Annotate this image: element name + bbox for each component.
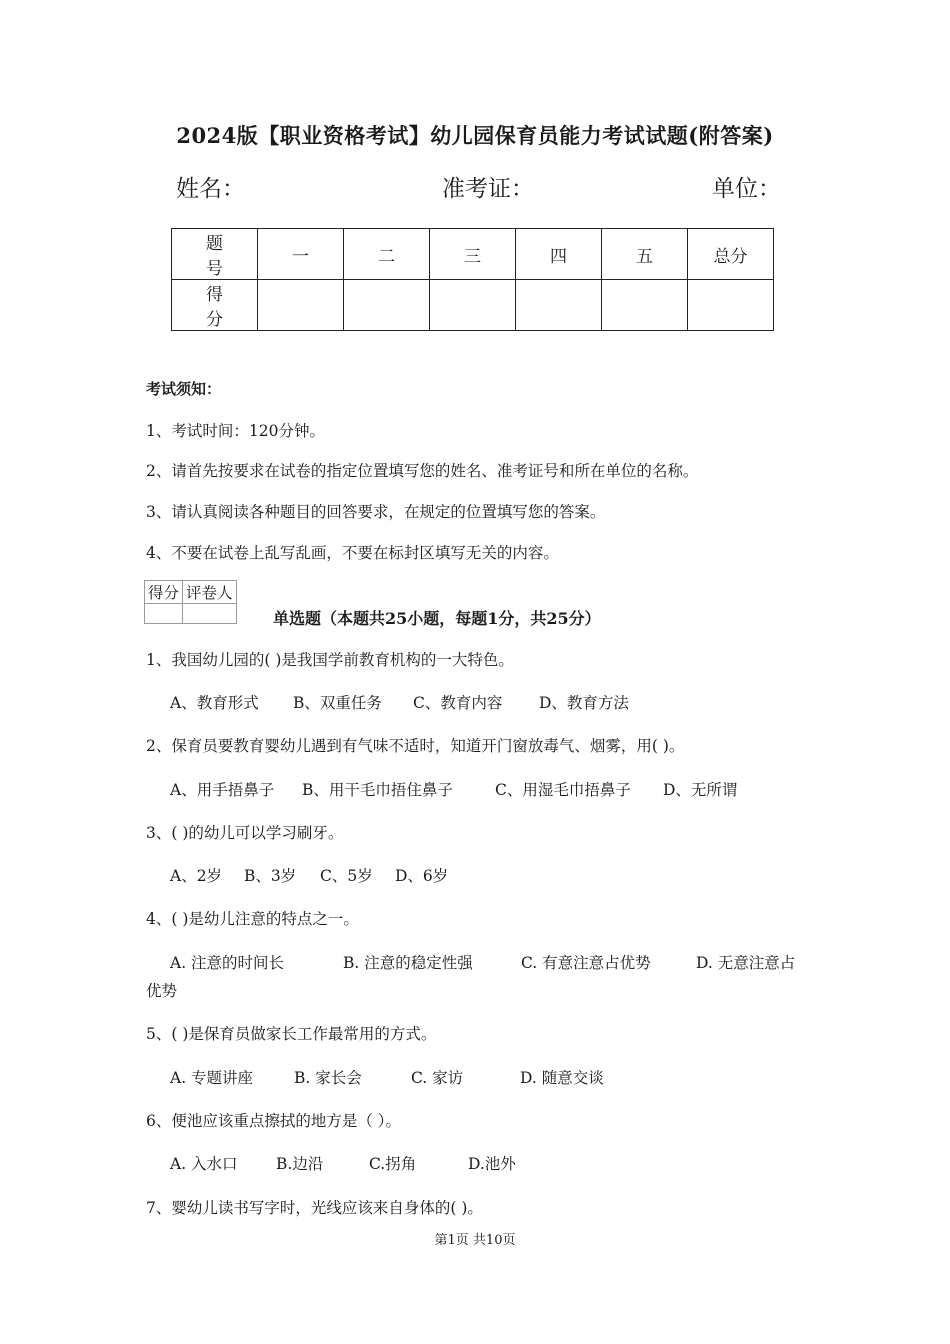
question-text: 5、( )是保育员做家长工作最常用的方式。 (146, 1025, 437, 1043)
score-header-cell: 总分 (688, 229, 774, 280)
option[interactable]: A、教育形式 (170, 694, 259, 712)
score-value-cell[interactable] (516, 280, 602, 331)
option[interactable]: B、双重任务 (293, 694, 382, 712)
question-text: 1、我国幼儿园的( )是我国学前教育机构的一大特色。 (146, 651, 514, 669)
grader-reviewer-cell[interactable] (183, 604, 237, 624)
option[interactable]: D、教育方法 (539, 694, 629, 712)
score-header-cell: 二 (344, 229, 430, 280)
question-text: 2、保育员要教育婴幼儿遇到有气味不适时，知道开门窗放毒气、烟雾，用( )。 (146, 737, 685, 755)
option[interactable]: C、教育内容 (413, 694, 503, 712)
option-row (170, 1152, 516, 1174)
score-value-cell[interactable] (344, 280, 430, 331)
score-header-cell: 五 (602, 229, 688, 280)
page-title: 2024版【职业资格考试】幼儿园保育员能力考试试题(附答案) (176, 123, 774, 148)
grader-box (144, 580, 237, 624)
score-table-value-row (172, 280, 774, 331)
score-value-cell[interactable] (688, 280, 774, 331)
option[interactable]: D. 随意交谈 (520, 1069, 604, 1087)
question-text: 3、( )的幼儿可以学习刷牙。 (146, 824, 344, 842)
option[interactable]: D. 无意注意占 (696, 954, 796, 972)
option[interactable]: A、2岁 (170, 867, 223, 885)
grader-score-cell[interactable] (145, 604, 183, 624)
option[interactable]: D.池外 (468, 1155, 516, 1173)
notice-item: 4、不要在试卷上乱写乱画，不要在标封区填写无关的内容。 (146, 544, 559, 562)
score-value-cell[interactable] (430, 280, 516, 331)
grader-score-label: 得分 (145, 581, 183, 604)
option[interactable]: A. 注意的时间长 (170, 954, 285, 972)
score-header-cell: 题 号 (172, 229, 258, 280)
score-table-header-row (172, 229, 774, 280)
option-row (170, 951, 795, 973)
option[interactable]: C. 有意注意占优势 (521, 954, 651, 972)
ticket-label: 准考证： (442, 176, 534, 202)
option[interactable]: B、用干毛巾捂住鼻子 (302, 781, 453, 799)
option[interactable]: C.拐角 (369, 1155, 417, 1173)
notice-item: 1、考试时间：120分钟。 (146, 422, 325, 440)
score-header-cell: 四 (516, 229, 602, 280)
option-row (170, 778, 737, 800)
option[interactable]: A. 入水口 (170, 1155, 238, 1173)
score-value-cell[interactable] (602, 280, 688, 331)
option-row (170, 864, 448, 886)
score-value-cell[interactable] (258, 280, 344, 331)
name-label: 姓名： (176, 176, 245, 202)
page-footer: 第1页 共10页 (434, 1233, 516, 1248)
option-row (170, 1066, 604, 1088)
option[interactable]: C、5岁 (320, 867, 373, 885)
notice-item: 2、请首先按要求在试卷的指定位置填写您的姓名、准考证号和所在单位的名称。 (146, 462, 699, 480)
option[interactable]: C、用湿毛巾捂鼻子 (495, 781, 631, 799)
unit-label: 单位： (712, 176, 781, 202)
score-header-cell: 三 (430, 229, 516, 280)
score-table (171, 228, 774, 331)
score-header-cell: 一 (258, 229, 344, 280)
option[interactable]: D、6岁 (395, 867, 449, 885)
notice-title: 考试须知： (146, 380, 222, 398)
question-text: 6、便池应该重点擦拭的地方是（ ）。 (146, 1112, 402, 1130)
section-title: 单选题（本题共25小题，每题1分，共25分） (273, 609, 601, 628)
option[interactable]: A、用手捂鼻子 (170, 781, 275, 799)
option[interactable]: B.边沿 (276, 1155, 324, 1173)
option[interactable]: B. 注意的稳定性强 (343, 954, 473, 972)
option-row (170, 691, 629, 713)
grader-reviewer-label: 评卷人 (183, 581, 237, 604)
option-wrap-text: 优势 (146, 982, 178, 1000)
option[interactable]: D、无所谓 (663, 781, 738, 799)
option[interactable]: A. 专题讲座 (170, 1069, 254, 1087)
option[interactable]: C. 家访 (411, 1069, 464, 1087)
question-text: 4、( )是幼儿注意的特点之一。 (146, 910, 359, 928)
question-text: 7、婴幼儿读书写字时，光线应该来自身体的( )。 (146, 1199, 483, 1217)
notice-item: 3、请认真阅读各种题目的回答要求，在规定的位置填写您的答案。 (146, 503, 606, 521)
option[interactable]: B、3岁 (244, 867, 297, 885)
option[interactable]: B. 家长会 (294, 1069, 362, 1087)
score-row-label: 得 分 (172, 280, 258, 331)
